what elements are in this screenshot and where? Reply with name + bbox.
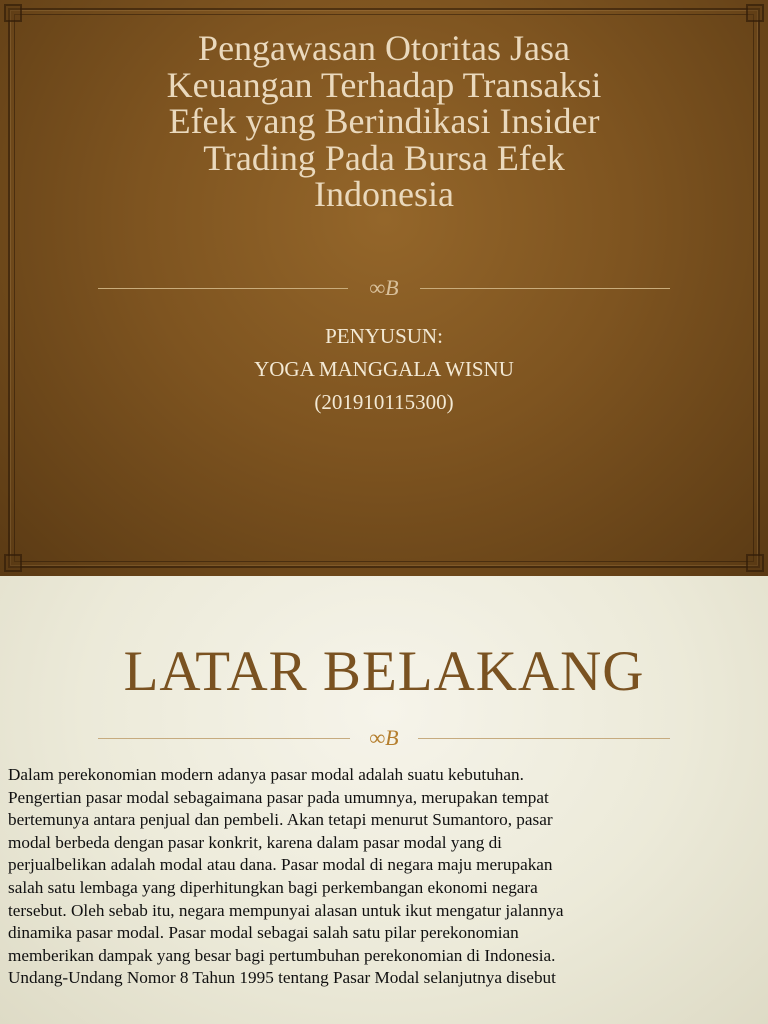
body-line: tersebut. Oleh sebab itu, negara mempunyai alasan untuk ikut mengatur jalannya: [8, 900, 564, 920]
divider-line: [418, 738, 670, 739]
title-line: Trading Pada Bursa Efek: [203, 137, 565, 178]
body-line: memberikan dampak yang besar bagi pertumbuhan perekonomian di Indonesia.: [8, 945, 556, 965]
flourish-ornament-icon: ∞B: [369, 275, 399, 300]
author-block: [84, 320, 684, 419]
divider-line: [420, 288, 670, 289]
author-id: (201910115300): [314, 390, 454, 414]
frame-corner-ornament: [4, 554, 22, 572]
title-line: Indonesia: [314, 174, 454, 214]
heading-divider: [98, 726, 670, 750]
title-line: Pengawasan Otoritas Jasa: [198, 28, 570, 68]
body-line: Dalam perekonomian modern adanya pasar modal adalah suatu kebutuhan.: [8, 765, 524, 784]
body-line: perjualbelikan adalah modal atau dana. Pasar modal di negara maju merupakan: [8, 855, 553, 875]
body-text: [8, 764, 764, 990]
content-slide: [0, 576, 768, 1024]
body-line: dinamika pasar modal. Pasar modal sebagai salah satu pilar perekonomian: [8, 923, 519, 943]
author-label: PENYUSUN:: [325, 324, 443, 348]
body-line: Undang-Undang Nomor 8 Tahun 1995 tentang Pasar Modal selanjutnya disebut: [8, 968, 556, 988]
body-line: modal berbeda dengan pasar konkrit, karena dalam pasar modal yang di: [8, 832, 502, 852]
frame-corner-ornament: [746, 4, 764, 22]
frame-corner-ornament: [746, 554, 764, 572]
title-divider: [98, 276, 670, 300]
divider-line: [98, 288, 348, 289]
title-line: Keuangan Terhadap Transaksi: [166, 64, 602, 105]
presentation-title: [60, 30, 708, 213]
frame-corner-ornament: [4, 4, 22, 22]
divider-line: [98, 738, 350, 739]
title-line: Efek yang Berindikasi Insider: [168, 101, 600, 141]
body-line: salah satu lembaga yang diperhitungkan bagi perkembangan ekonomi negara: [8, 877, 538, 897]
slide-heading: LATAR BELAKANG: [123, 640, 645, 703]
body-line: Pengertian pasar modal sebagaimana pasar pada umumnya, merupakan tempat: [8, 787, 549, 807]
author-name: YOGA MANGGALA WISNU: [254, 357, 514, 381]
flourish-ornament-icon: ∞B: [369, 725, 399, 750]
body-line: bertemunya antara penjual dan pembeli. Akan tetapi menurut Sumantoro, pasar: [8, 810, 553, 830]
